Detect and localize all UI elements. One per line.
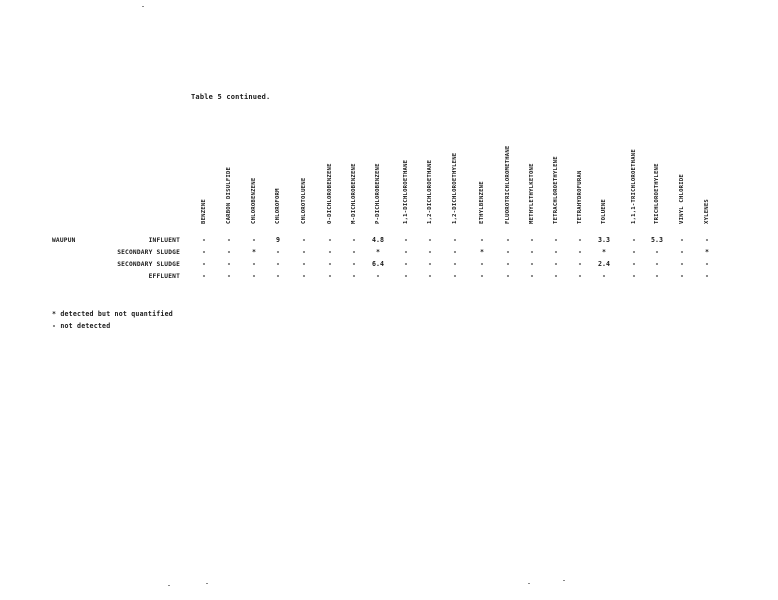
- column-header-label: VINYL CHLORIDE: [679, 174, 685, 224]
- table-cell: -: [578, 236, 582, 244]
- table-cell: -: [506, 236, 510, 244]
- table-cell: -: [578, 272, 582, 280]
- column-header-label: O-DICHLOROBENZENE: [327, 163, 333, 224]
- column-header-label: CHLOROBENZENE: [251, 177, 257, 224]
- column-header-label: TETRACHLOROETHYLENE: [553, 156, 559, 224]
- table-cell: -: [202, 260, 206, 268]
- table-cell: -: [554, 272, 558, 280]
- table-cell: 5.3: [651, 236, 663, 244]
- table-cell: -: [252, 236, 256, 244]
- table-cell: *: [252, 248, 256, 256]
- column-header-label: TRICHLOROETHYLENE: [654, 163, 660, 224]
- column-header: [327, 130, 337, 230]
- table-cell: *: [705, 248, 709, 256]
- table-cell: -: [252, 272, 256, 280]
- column-header-label: 1,2-DICHLOROETHANE: [427, 159, 433, 224]
- table-cell: -: [302, 272, 306, 280]
- column-header: [553, 130, 563, 230]
- table-cell: -: [705, 236, 709, 244]
- column-header-label: ETHYLBENZENE: [479, 181, 485, 224]
- scan-speck: [168, 585, 170, 586]
- column-header: [601, 130, 611, 230]
- table-cell: -: [480, 260, 484, 268]
- row-label: EFFLUENT: [148, 273, 180, 280]
- column-header: [479, 130, 489, 230]
- column-header-label: TETRAHYDROFURAN: [577, 170, 583, 224]
- table-cell: 9: [276, 236, 280, 244]
- column-header-label: 1,2-DICHLOROETHYLENE: [452, 152, 458, 224]
- table-cell: 4.8: [372, 236, 384, 244]
- table-cell: -: [202, 248, 206, 256]
- table-cell: -: [632, 260, 636, 268]
- table-cell: -: [328, 236, 332, 244]
- table-cell: -: [276, 272, 280, 280]
- table-cell: -: [554, 236, 558, 244]
- column-header-label: XYLENES: [704, 199, 710, 224]
- row-label: INFLUENT: [148, 237, 180, 244]
- table-cell: -: [227, 260, 231, 268]
- table-cell: -: [428, 272, 432, 280]
- column-header: [452, 130, 462, 230]
- column-header: [403, 130, 413, 230]
- column-header-label: CARBON DISULFIDE: [226, 166, 232, 224]
- column-header: [251, 130, 261, 230]
- table-cell: -: [602, 272, 606, 280]
- column-header-label: METHYLETHYLKETONE: [529, 163, 535, 224]
- table-cell: -: [480, 236, 484, 244]
- column-header: [577, 130, 587, 230]
- table-cell: -: [227, 272, 231, 280]
- row-label: SECONDARY SLUDGE: [117, 261, 180, 268]
- column-header-label: P-DICHLOROBENZENE: [375, 163, 381, 224]
- table-cell: -: [655, 260, 659, 268]
- table-cell: -: [480, 272, 484, 280]
- table-cell: -: [632, 272, 636, 280]
- table-cell: 2.4: [598, 260, 610, 268]
- column-header: [427, 130, 437, 230]
- column-header: [505, 130, 515, 230]
- table-cell: -: [705, 272, 709, 280]
- table-cell: -: [328, 272, 332, 280]
- table-cell: -: [202, 272, 206, 280]
- table-cell: -: [428, 236, 432, 244]
- table-cell: -: [302, 248, 306, 256]
- table-cell: -: [530, 236, 534, 244]
- table-cell: -: [453, 260, 457, 268]
- table-cell: -: [404, 260, 408, 268]
- table-cell: -: [428, 260, 432, 268]
- column-header-label: 1,1-DICHLOROETHANE: [403, 159, 409, 224]
- table-cell: *: [602, 248, 606, 256]
- column-header-label: FLUOROTRICHLOROMETHANE: [505, 145, 511, 224]
- table-cell: -: [352, 248, 356, 256]
- table-cell: -: [453, 248, 457, 256]
- table-cell: -: [352, 272, 356, 280]
- table-cell: -: [302, 260, 306, 268]
- table-cell: -: [302, 236, 306, 244]
- table-cell: -: [578, 248, 582, 256]
- column-header: [226, 130, 236, 230]
- table-cell: -: [530, 248, 534, 256]
- table-cell: -: [530, 260, 534, 268]
- table-cell: -: [632, 236, 636, 244]
- column-header: [631, 130, 641, 230]
- table-cell: -: [227, 248, 231, 256]
- table-cell: -: [252, 260, 256, 268]
- table-cell: -: [276, 248, 280, 256]
- table-cell: -: [554, 260, 558, 268]
- row-label: SECONDARY SLUDGE: [117, 249, 180, 256]
- column-header-label: CHLOROFORM: [275, 188, 281, 224]
- table-cell: -: [453, 272, 457, 280]
- table-cell: -: [428, 248, 432, 256]
- scan-speck: [528, 583, 530, 584]
- column-header-label: TOLUENE: [601, 199, 607, 224]
- table-cell: *: [376, 248, 380, 256]
- table-cell: -: [352, 236, 356, 244]
- column-header: [275, 130, 285, 230]
- table-cell: -: [705, 260, 709, 268]
- table-cell: -: [554, 248, 558, 256]
- column-header: [351, 130, 361, 230]
- column-header: [375, 130, 385, 230]
- column-header: [529, 130, 539, 230]
- table-cell: -: [680, 236, 684, 244]
- table-cell: -: [506, 272, 510, 280]
- column-header: [679, 130, 689, 230]
- table-cell: -: [202, 236, 206, 244]
- scan-speck: [142, 6, 144, 7]
- table-cell: -: [276, 260, 280, 268]
- table-cell: -: [328, 260, 332, 268]
- table-caption: Table 5 continued.: [191, 93, 271, 101]
- column-header: [301, 130, 311, 230]
- table-cell: *: [480, 248, 484, 256]
- table-cell: -: [404, 248, 408, 256]
- column-header-label: BENZENE: [201, 199, 207, 224]
- table-cell: -: [328, 248, 332, 256]
- table-cell: -: [680, 260, 684, 268]
- table-cell: -: [578, 260, 582, 268]
- table-cell: -: [632, 248, 636, 256]
- plant-name: WAUPUN: [52, 237, 76, 244]
- footnote-detected: * detected but not quantified: [52, 310, 173, 318]
- table-cell: -: [506, 248, 510, 256]
- scan-speck: [206, 583, 208, 584]
- column-header-label: M-DICHLOROBENZENE: [351, 163, 357, 224]
- scan-speck: [563, 580, 565, 581]
- table-cell: 6.4: [372, 260, 384, 268]
- column-header: [704, 130, 714, 230]
- table-cell: -: [404, 272, 408, 280]
- column-header: [654, 130, 664, 230]
- column-header: [201, 130, 211, 230]
- table-cell: -: [655, 248, 659, 256]
- table-cell: -: [352, 260, 356, 268]
- table-cell: -: [506, 260, 510, 268]
- table-cell: -: [530, 272, 534, 280]
- table-cell: 3.3: [598, 236, 610, 244]
- table-cell: -: [655, 272, 659, 280]
- column-header-label: 1,1,1-TRICHLOROETHANE: [631, 149, 637, 224]
- table-cell: -: [453, 236, 457, 244]
- column-header-label: CHLOROTOLUENE: [301, 177, 307, 224]
- table-cell: -: [680, 248, 684, 256]
- table-cell: -: [227, 236, 231, 244]
- footnote-not-detected: - not detected: [52, 322, 111, 330]
- table-cell: -: [680, 272, 684, 280]
- table-cell: -: [376, 272, 380, 280]
- table-cell: -: [404, 236, 408, 244]
